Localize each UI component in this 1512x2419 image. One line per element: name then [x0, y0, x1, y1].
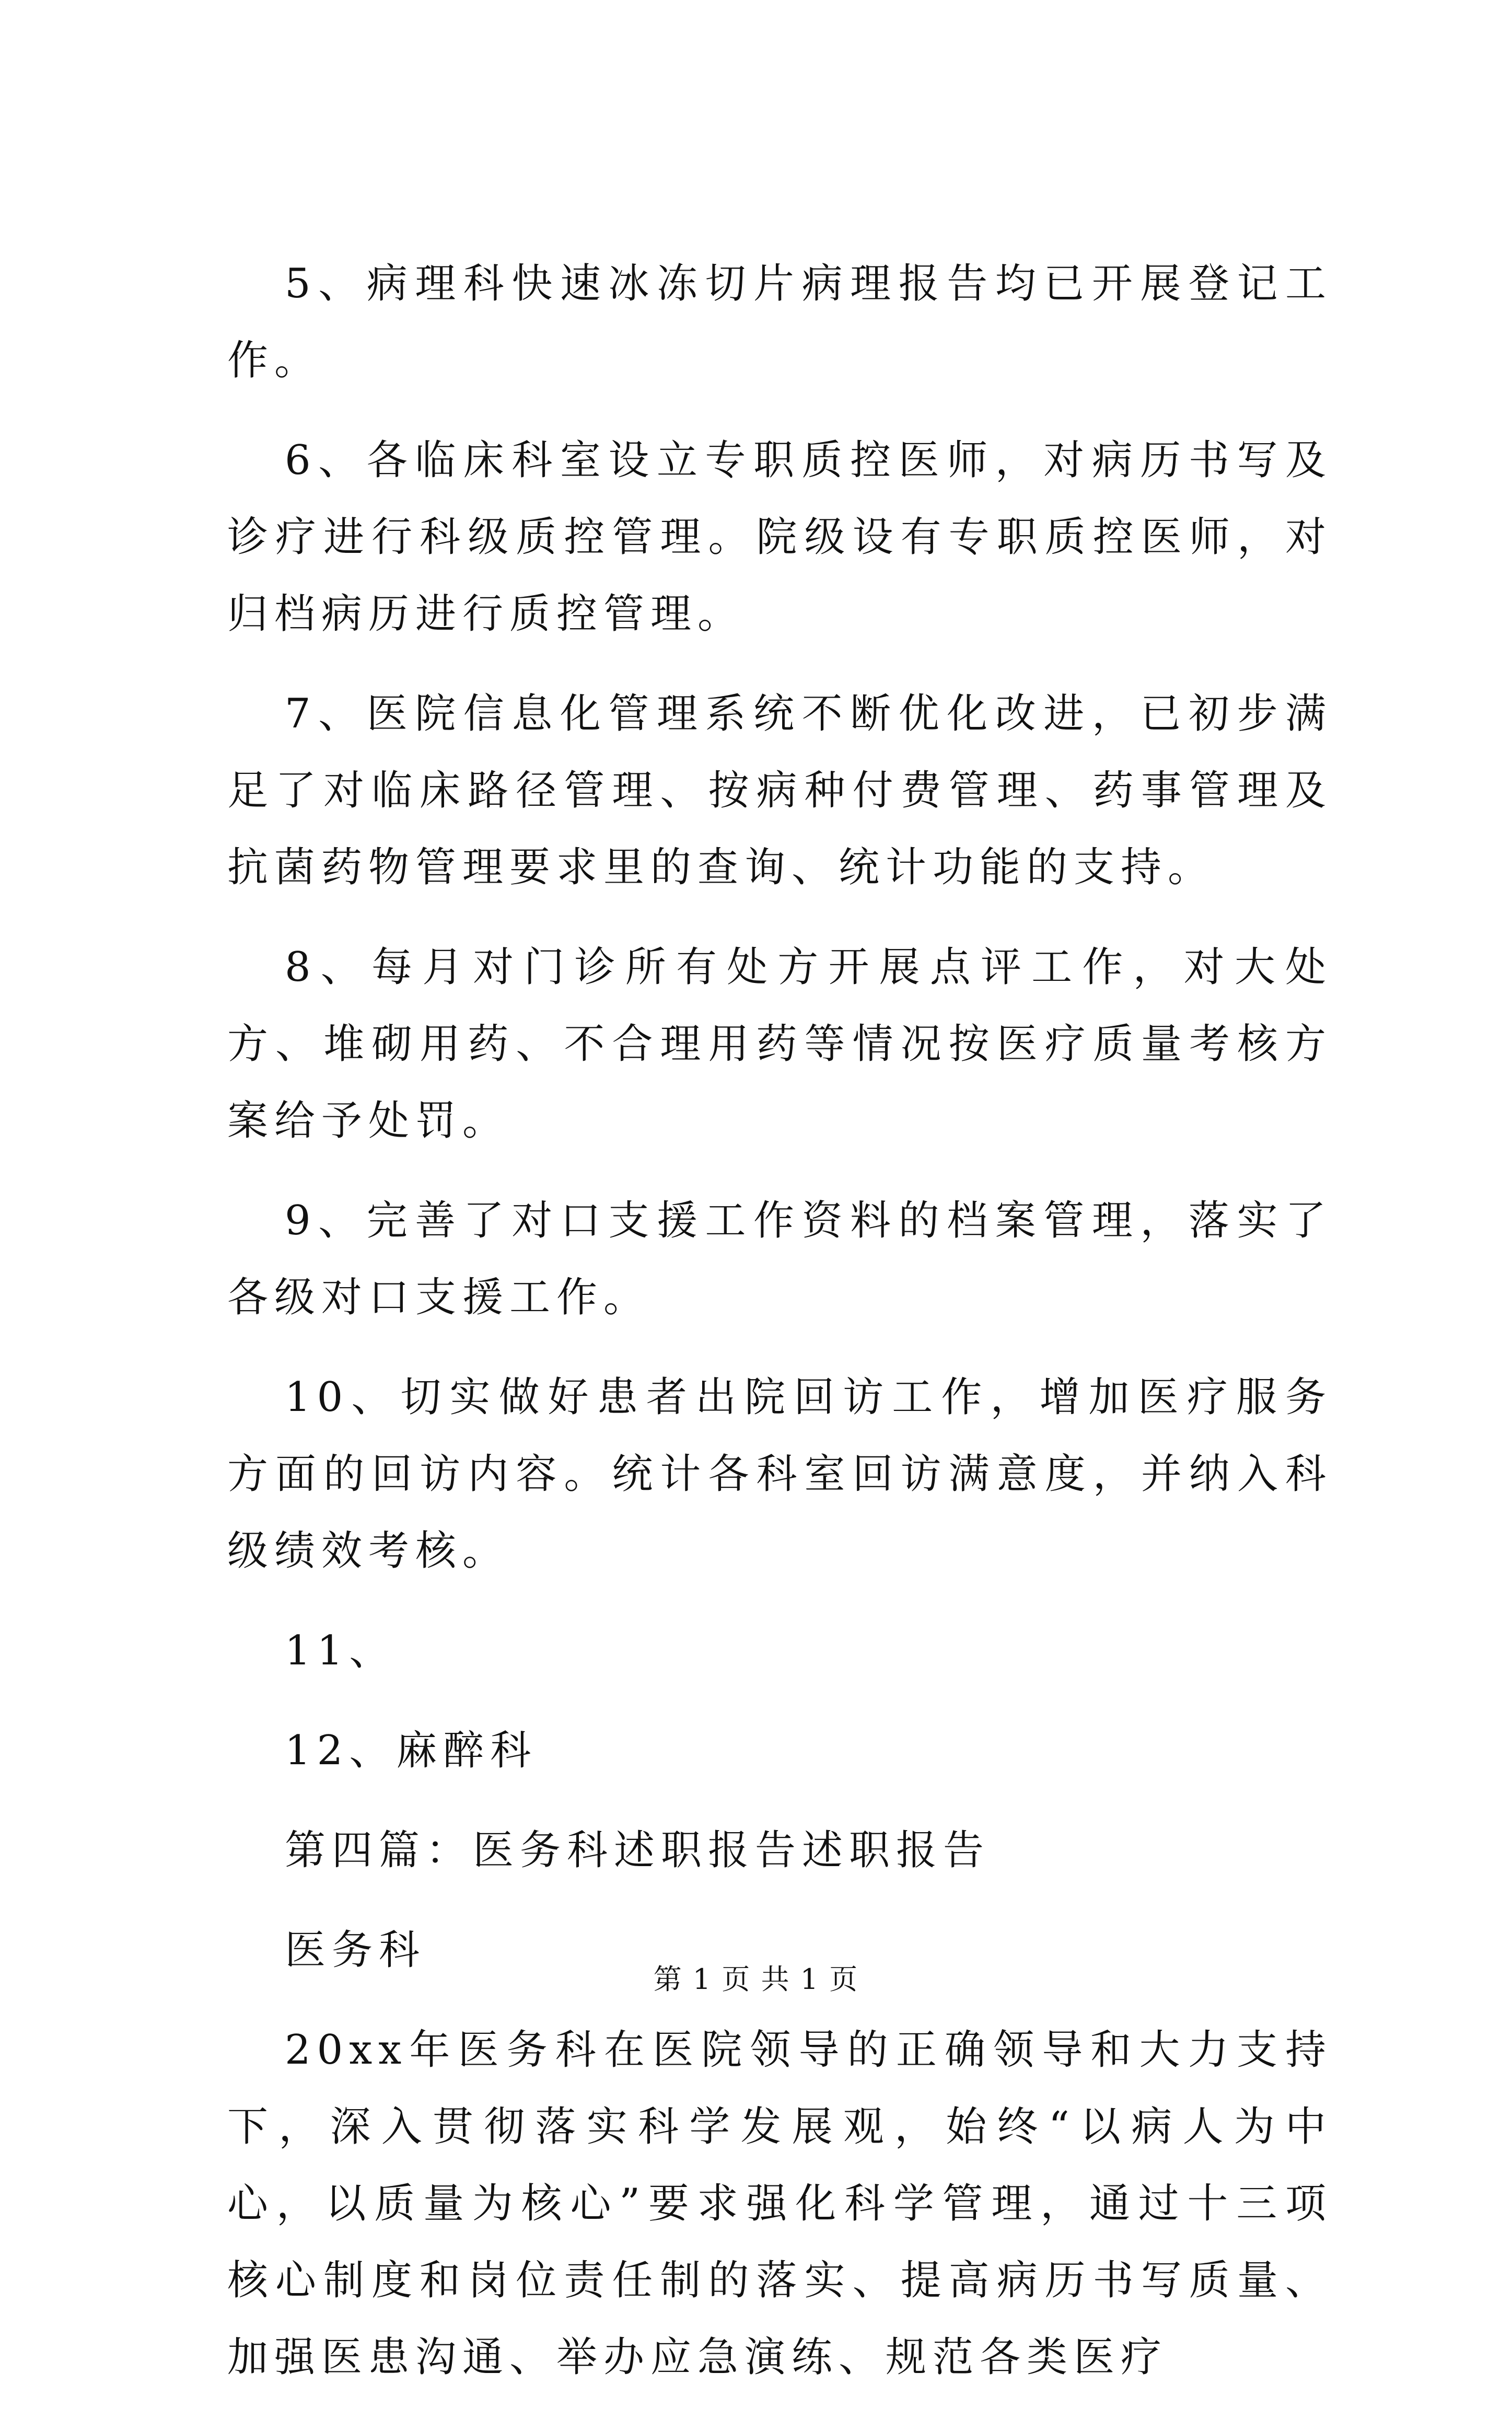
report-intro-paragraph: 20xx年医务科在医院领导的正确领导和大力支持下，深入贯彻落实科学发展观，始终“以病人为中心，以质量为核心”要求强化科学管理，通过十三项核心制度和岗位责任制的落实、提高病历书写质量、加强医患沟通、举办应急演练、规范各类医疗 — [227, 2027, 1332, 2381]
paragraph-item-11: 11、 — [285, 1627, 397, 1674]
paragraph-item-6: 6、各临床科室设立专职质控医师，对病历书写及诊疗进行科级质控管理。院级设有专职质控医师，对归档病历进行质控管理。 — [227, 437, 1332, 638]
page-number-footer: 第 1 页 共 1 页 — [653, 1963, 859, 1996]
paragraph-item-10: 10、切实做好患者出院回访工作，增加医疗服务方面的回访内容。统计各科室回访满意度，并纳入科级绩效考核。 — [227, 1374, 1332, 1575]
paragraph-item-9: 9、完善了对口支援工作资料的档案管理，落实了各级对口支援工作。 — [227, 1197, 1332, 1321]
document-body — [227, 246, 1332, 2419]
paragraph-item-8: 8、每月对门诊所有处方开展点评工作，对大处方、堆砌用药、不合理用药等情况按医疗质量考核方案给予处罚。 — [227, 944, 1332, 1144]
paragraph-item-7: 7、医院信息化管理系统不断优化改进，已初步满足了对临床路径管理、按病种付费管理、药事管理及抗菌药物管理要求里的查询、统计功能的支持。 — [227, 690, 1332, 891]
section-heading: 第四篇：医务科述职报告述职报告 — [285, 1827, 991, 1874]
paragraph-item-5: 5、病理科快速冰冻切片病理报告均已开展登记工作。 — [227, 260, 1332, 384]
paragraph-item-12: 12、麻醉科 — [285, 1727, 538, 1774]
department-name: 医务科 — [285, 1927, 426, 1974]
